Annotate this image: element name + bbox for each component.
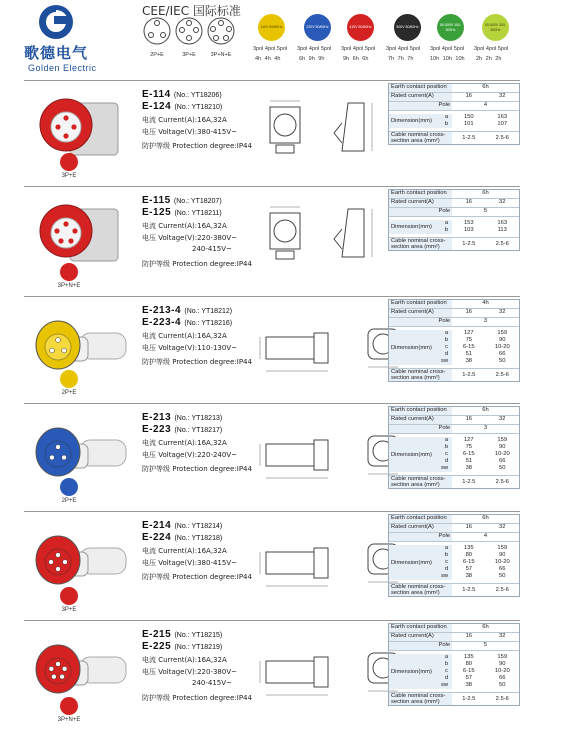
- dimension-16: 153 103: [463, 220, 474, 233]
- model-code: E-214: [142, 520, 172, 531]
- dimension-32: 159 90 10-20 66 50: [494, 330, 510, 364]
- spec-voltage-extra: 240-415V~: [192, 679, 232, 687]
- dimension-16: 127 75 6-15 51 38: [462, 437, 475, 471]
- socket-photo-icon: [30, 410, 128, 492]
- dimension-drawing-icon: [256, 526, 406, 608]
- current-16: 16: [465, 524, 473, 530]
- socket-pin-shape: [55, 124, 60, 129]
- voltage-circle-100-300hz: 50-500V 100-300Hz: [437, 14, 464, 41]
- voltage-color-icon: [60, 263, 78, 281]
- model-number: (No.: YT18207): [173, 198, 222, 205]
- dimension-row: [389, 434, 519, 476]
- model-code: E-223: [142, 424, 172, 435]
- earth-value: 6h: [482, 515, 489, 521]
- earth-value: 6h: [482, 190, 489, 196]
- pole-label: Pole: [389, 318, 452, 326]
- cable-16: 1-2.5: [462, 241, 476, 247]
- pin-config-2pe-icon: [142, 16, 172, 46]
- rated-label: Rated current(A): [389, 416, 452, 424]
- pole-label: Pole: [389, 533, 452, 541]
- model-number: (No.: YT18213): [174, 415, 223, 422]
- pole-duration: 10h 10h 10h: [430, 56, 465, 62]
- pole-header: 3pol 4pol 5pol: [341, 46, 376, 52]
- rated-label: Rated current(A): [389, 309, 452, 317]
- model-code: E-223-4: [142, 317, 182, 328]
- spec-current: 电流 Current(A):16A,32A: [142, 332, 227, 340]
- pole-header: 3pol 4pol 5pol: [386, 46, 421, 52]
- config-label: 3P+E: [61, 607, 77, 613]
- pole-duration: 6h 9h 9h: [299, 56, 325, 62]
- pole-value: 4: [483, 102, 488, 108]
- current-16: 16: [465, 93, 473, 99]
- earth-label: Earth contact position: [389, 515, 452, 523]
- socket-pin-shape: [56, 662, 61, 667]
- pole-header: 3pol 4pol 5pol: [430, 46, 465, 52]
- dimension-16: 135 80 6-15 57 38: [462, 654, 475, 688]
- config-label: 3P+N+E: [57, 283, 81, 289]
- spec-protection: 防护等级 Protection degree:IP44: [142, 465, 252, 473]
- side-view-outline: [342, 209, 364, 257]
- rated-row: [389, 633, 519, 642]
- cable-label: Cable nominal cross-section area (mm²): [389, 238, 452, 250]
- voltage-circle-415v: 415V 50/60Hz: [347, 14, 374, 41]
- cable-label: Cable nominal cross-section area (mm²): [389, 584, 452, 596]
- side-view-body: [266, 337, 314, 359]
- cable-32: 2.5-6: [495, 479, 509, 485]
- socket-pin-shape: [68, 238, 73, 243]
- pole-duration: 4h 4h 4h: [255, 56, 281, 62]
- socket-pin-shape: [63, 133, 68, 138]
- earth-label: Earth contact position: [389, 300, 452, 308]
- cable-16: 1-2.5: [462, 587, 476, 593]
- front-view-base: [276, 251, 294, 259]
- dimension-keys: a b c d sw: [440, 545, 449, 579]
- pole-label: Pole: [389, 208, 452, 216]
- dimension-label: Dimension(mm): [391, 668, 432, 675]
- current-16: 16: [465, 416, 473, 422]
- dimension-label: Dimension(mm): [391, 224, 432, 230]
- voltage-color-icon: [60, 153, 78, 171]
- model-line-2: [142, 532, 222, 545]
- voltage-circle-300-500hz: 50-500V 300-500Hz: [482, 14, 509, 41]
- socket-pin-shape: [56, 567, 61, 572]
- side-view-body: [266, 552, 314, 574]
- earth-value: 6h: [482, 624, 489, 630]
- socket-pin-shape: [63, 221, 68, 226]
- cable-row: [389, 693, 519, 705]
- pole-header: 3pol 4pol 5pol: [253, 46, 288, 52]
- socket-pin-shape: [50, 455, 55, 460]
- logo-chinese-name: 歌德电气: [24, 44, 89, 62]
- voltage-color-icon: [60, 697, 78, 715]
- socket-pin-shape: [56, 553, 61, 558]
- model-number: (No.: YT18216): [184, 320, 233, 327]
- side-view-outline: [342, 103, 364, 151]
- config-label: 2P+E: [61, 390, 77, 396]
- pole-row: [389, 208, 519, 217]
- earth-row: [389, 624, 519, 633]
- pole-row: [389, 318, 519, 327]
- pole-value: 5: [483, 642, 488, 648]
- socket-photo-icon: [30, 627, 128, 709]
- earth-value: 6h: [482, 84, 489, 90]
- side-view-cap: [334, 229, 342, 249]
- pole-duration: 2h 2h 2h: [476, 56, 502, 62]
- model-number: (No.: YT18206): [173, 92, 222, 99]
- model-line-2: [142, 101, 222, 114]
- dimension-label: Dimension(mm): [391, 559, 432, 566]
- cable-32: 2.5-6: [495, 372, 509, 378]
- dimension-16: 150 101: [463, 114, 474, 127]
- cable-32: 2.5-6: [495, 241, 509, 247]
- model-number: (No.: YT18215): [174, 632, 223, 639]
- golden-electric-logo-icon: [38, 4, 74, 40]
- product-section-e-214: [24, 511, 520, 620]
- spec-protection: 防护等级 Protection degree:IP44: [142, 694, 252, 702]
- pin-config-label: 3P+E: [182, 52, 196, 58]
- logo-english-name: Golden Electric: [28, 63, 97, 73]
- pole-value: 4: [483, 533, 488, 539]
- voltage-circle-500v: 500V 50/60Hz: [394, 14, 421, 41]
- pole-duration: 9h 6h 6h: [343, 56, 369, 62]
- spec-protection: 防护等级 Protection degree:IP44: [142, 260, 252, 268]
- spec-voltage: 电压 Voltage(V):380-415V~: [142, 128, 237, 136]
- config-label: 2P+E: [61, 498, 77, 504]
- socket-pin-shape: [63, 560, 68, 565]
- product-section-e-213: [24, 403, 520, 511]
- earth-label: Earth contact position: [389, 407, 452, 415]
- spec-voltage: 电压 Voltage(V):110-130V~: [142, 344, 237, 352]
- model-line-2: [142, 207, 222, 220]
- dimension-16: 135 80 6-15 57 38: [462, 545, 475, 579]
- cable-label: Cable nominal cross-section area (mm²): [389, 132, 452, 144]
- spec-voltage: 电压 Voltage(V):380-415V~: [142, 559, 237, 567]
- front-view-base: [276, 145, 294, 153]
- spec-table: [388, 299, 520, 382]
- model-code: E-215: [142, 629, 172, 640]
- cable-label: Cable nominal cross-section area (mm²): [389, 693, 452, 705]
- earth-row: [389, 84, 519, 93]
- dimension-keys: a b c d sw: [440, 330, 449, 364]
- dimension-drawing-icon: [256, 418, 406, 500]
- spec-protection: 防护等级 Protection degree:IP44: [142, 358, 252, 366]
- dimension-drawing-icon: [256, 635, 406, 717]
- current-32: 32: [499, 416, 506, 422]
- pole-row: [389, 425, 519, 434]
- side-view-cap: [314, 440, 328, 470]
- dimension-row: [389, 542, 519, 584]
- front-view-socket: [274, 114, 296, 136]
- model-code: E-125: [142, 207, 172, 218]
- dimension-keys: a b: [444, 220, 449, 233]
- spec-protection: 防护等级 Protection degree:IP44: [142, 142, 252, 150]
- voltage-color-icon: [60, 587, 78, 605]
- model-code: E-225: [142, 641, 172, 652]
- dimension-drawing-icon: [256, 311, 406, 393]
- model-line-2: [142, 424, 222, 437]
- pole-label: Pole: [389, 102, 452, 110]
- current-16: 16: [465, 309, 473, 315]
- current-32: 32: [499, 199, 506, 205]
- spec-current: 电流 Current(A):16A,32A: [142, 439, 227, 447]
- side-view-body: [266, 661, 314, 683]
- product-section-e-115: [24, 186, 520, 296]
- model-number: (No.: YT18210): [174, 104, 223, 111]
- spec-current: 电流 Current(A):16A,32A: [142, 116, 227, 124]
- pole-value: 5: [483, 208, 488, 214]
- spec-current: 电流 Current(A):16A,32A: [142, 222, 227, 230]
- socket-pin-shape: [72, 228, 77, 233]
- dimension-row: [389, 111, 519, 132]
- cable-32: 2.5-6: [495, 696, 509, 702]
- side-view-cap: [314, 657, 328, 687]
- rated-label: Rated current(A): [389, 633, 452, 641]
- side-view-body: [266, 444, 314, 466]
- earth-row: [389, 190, 519, 199]
- cable-row: [389, 238, 519, 250]
- spec-voltage: 电压 Voltage(V):220-240V~: [142, 451, 237, 459]
- dimension-drawing-icon: [256, 95, 406, 177]
- socket-pin-shape: [54, 228, 59, 233]
- rated-row: [389, 416, 519, 425]
- socket-pin-shape: [56, 338, 61, 343]
- pin-config-3pne-icon: [206, 16, 236, 46]
- cable-label: Cable nominal cross-section area (mm²): [389, 476, 452, 488]
- model-code: E-213-4: [142, 305, 182, 316]
- socket-photo-icon: [30, 303, 128, 385]
- spec-current: 电流 Current(A):16A,32A: [142, 547, 227, 555]
- model-code: E-124: [142, 101, 172, 112]
- dimension-32: 163 107: [497, 114, 508, 127]
- dimension-32: 159 90 10-20 66 50: [494, 654, 510, 688]
- socket-photo-icon: [30, 518, 128, 600]
- pole-label: Pole: [389, 642, 452, 650]
- cable-32: 2.5-6: [495, 135, 509, 141]
- rated-row: [389, 524, 519, 533]
- product-section-e-215: [24, 620, 520, 730]
- pole-label: Pole: [389, 425, 452, 433]
- model-line-2: [142, 641, 222, 654]
- socket-photo-icon: [30, 87, 128, 169]
- cable-32: 2.5-6: [495, 587, 509, 593]
- spec-table: [388, 406, 520, 489]
- model-line-2: [142, 317, 232, 330]
- rated-label: Rated current(A): [389, 524, 452, 532]
- pole-header: 3pol 4pol 5pol: [297, 46, 332, 52]
- cable-16: 1-2.5: [462, 696, 476, 702]
- spec-voltage: 电压 Voltage(V):220-380V~: [142, 234, 237, 242]
- model-number: (No.: YT18214): [174, 523, 223, 530]
- cable-label: Cable nominal cross-section area (mm²): [389, 369, 452, 381]
- dimension-row: [389, 651, 519, 693]
- standard-title: CEE/IEC 国际标准: [142, 4, 241, 18]
- earth-label: Earth contact position: [389, 84, 452, 92]
- dimension-keys: a b c d sw: [440, 437, 449, 471]
- socket-pin-shape: [63, 115, 68, 120]
- front-view-socket: [274, 220, 296, 242]
- model-number: (No.: YT18217): [174, 427, 223, 434]
- model-number: (No.: YT18211): [174, 210, 222, 217]
- socket-pin-shape: [71, 124, 76, 129]
- dimension-row: [389, 327, 519, 369]
- voltage-circle-110v: 110V 50/60Hz: [258, 14, 285, 41]
- pole-duration: 7h 7h 7h: [388, 56, 414, 62]
- model-code: E-115: [142, 195, 171, 206]
- pole-value: 3: [483, 318, 488, 324]
- spec-protection: 防护等级 Protection degree:IP44: [142, 573, 252, 581]
- socket-pin-shape: [62, 455, 67, 460]
- cable-16: 1-2.5: [462, 372, 476, 378]
- side-view-cap: [314, 548, 328, 578]
- dimension-16: 127 75 6-15 51 38: [462, 330, 475, 364]
- product-section-e-213-4: [24, 296, 520, 403]
- model-code: E-213: [142, 412, 172, 423]
- dimension-32: 159 90 10-20 66 50: [494, 437, 510, 471]
- pin-config-label: 3P+N+E: [210, 52, 232, 58]
- voltage-circle-220v: 220V 50/60Hz: [304, 14, 331, 41]
- pin-config-label: 2P+E: [150, 52, 164, 58]
- current-32: 32: [499, 309, 506, 315]
- dimension-drawing-icon: [256, 201, 406, 283]
- spec-voltage: 电压 Voltage(V):220-380V~: [142, 668, 237, 676]
- rated-row: [389, 93, 519, 102]
- pole-row: [389, 533, 519, 542]
- pole-header: 3pol 4pol 5pol: [474, 46, 509, 52]
- model-code: E-114: [142, 89, 171, 100]
- product-section-e-114: [24, 80, 520, 186]
- cable-16: 1-2.5: [462, 135, 476, 141]
- dimension-keys: a b c d sw: [440, 654, 449, 688]
- model-number: (No.: YT18219): [174, 644, 223, 651]
- earth-label: Earth contact position: [389, 190, 452, 198]
- spec-table: [388, 83, 520, 145]
- dimension-32: 159 90 10-20 66 50: [494, 545, 510, 579]
- socket-pin-shape: [50, 348, 55, 353]
- socket-pin-shape: [62, 348, 67, 353]
- dimension-label: Dimension(mm): [391, 451, 432, 458]
- earth-row: [389, 515, 519, 524]
- spec-voltage-extra: 240-415V~: [192, 245, 232, 253]
- page-header: [0, 0, 562, 78]
- current-32: 32: [499, 93, 506, 99]
- pole-row: [389, 642, 519, 651]
- pin-config-3pe-icon: [174, 16, 204, 46]
- dimension-label: Dimension(mm): [391, 118, 432, 124]
- socket-pin-shape: [49, 560, 54, 565]
- dimension-label: Dimension(mm): [391, 344, 432, 351]
- rated-label: Rated current(A): [389, 93, 452, 101]
- rated-label: Rated current(A): [389, 199, 452, 207]
- side-view-cap: [334, 123, 342, 143]
- voltage-color-icon: [60, 370, 78, 388]
- spec-current: 电流 Current(A):16A,32A: [142, 656, 227, 664]
- socket-pin-shape: [51, 674, 56, 679]
- dimension-row: [389, 217, 519, 238]
- voltage-color-icon: [60, 478, 78, 496]
- cable-row: [389, 369, 519, 381]
- side-view-cap: [314, 333, 328, 363]
- dimension-32: 163 113: [497, 220, 508, 233]
- rated-row: [389, 199, 519, 208]
- model-number: (No.: YT18212): [184, 308, 233, 315]
- earth-label: Earth contact position: [389, 624, 452, 632]
- earth-value: 6h: [482, 407, 489, 413]
- config-label: 3P+E: [61, 173, 77, 179]
- earth-value: 4h: [482, 300, 489, 306]
- pole-value: 3: [483, 425, 488, 431]
- socket-pin-shape: [56, 445, 61, 450]
- socket-pin-shape: [60, 674, 65, 679]
- spec-table: [388, 514, 520, 597]
- pole-row: [389, 102, 519, 111]
- socket-pin-shape: [62, 666, 67, 671]
- rated-row: [389, 309, 519, 318]
- dimension-keys: a b: [444, 114, 449, 127]
- cable-row: [389, 476, 519, 488]
- cable-16: 1-2.5: [462, 479, 476, 485]
- spec-table: [388, 189, 520, 251]
- socket-pin-shape: [58, 238, 63, 243]
- current-16: 16: [465, 199, 473, 205]
- model-number: (No.: YT18218): [174, 535, 223, 542]
- earth-row: [389, 407, 519, 416]
- socket-photo-icon: [30, 193, 128, 275]
- model-code: E-224: [142, 532, 172, 543]
- cable-row: [389, 584, 519, 596]
- spec-table: [388, 623, 520, 706]
- current-32: 32: [499, 633, 506, 639]
- config-label: 3P+N+E: [57, 717, 81, 723]
- cable-row: [389, 132, 519, 144]
- current-16: 16: [465, 633, 473, 639]
- current-32: 32: [499, 524, 506, 530]
- socket-pin-shape: [49, 666, 54, 671]
- earth-row: [389, 300, 519, 309]
